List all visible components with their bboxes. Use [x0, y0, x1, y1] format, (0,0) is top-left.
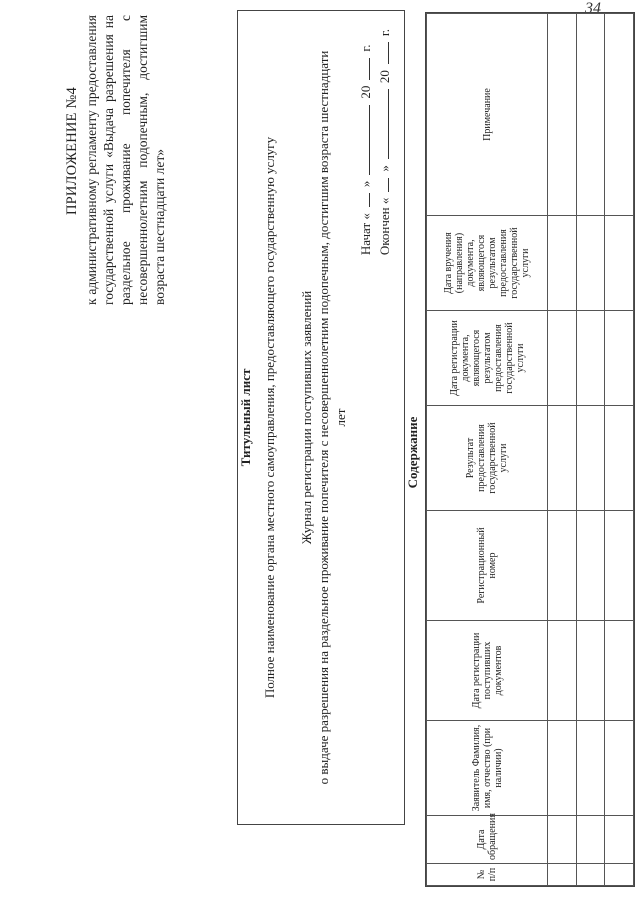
- table-cell: [548, 311, 577, 406]
- started-month-blank: [357, 105, 370, 175]
- table-cell: [576, 406, 605, 511]
- table-cell: [605, 816, 634, 864]
- ended-day-blank: [376, 178, 389, 192]
- journal-line-1: Журнал регистрации поступивших заявлений: [299, 290, 314, 545]
- table-row: [548, 14, 577, 886]
- organization-name: Полное наименование органа местного самоуправления, предоставляющего государственную услугу: [262, 136, 277, 699]
- ended-label: Окончен «: [377, 197, 392, 256]
- table-cell: [548, 14, 577, 216]
- table-cell: [605, 621, 634, 721]
- title-sheet-heading: Титульный лист: [238, 368, 253, 467]
- journal-dates: [356, 29, 394, 255]
- table-cell: [605, 721, 634, 816]
- table-cell: [548, 406, 577, 511]
- started-label: Начат «: [358, 213, 373, 256]
- column-header: Дата обращения: [427, 816, 548, 864]
- table-cell: [605, 864, 634, 886]
- ended-year-suffix: г.: [377, 29, 392, 37]
- table-header-row: [427, 14, 548, 886]
- table-cell: [576, 14, 605, 216]
- table-cell: [605, 216, 634, 311]
- journal-line-2: о выдаче разрешения на раздельное проживание попечителя с несовершеннолетним подопечным, достигшим возраста шестнадцати лет: [316, 50, 348, 785]
- title-sheet-frame: [237, 10, 405, 825]
- table-cell: [548, 721, 577, 816]
- ended-year-blank: [376, 42, 389, 64]
- table-cell: [576, 311, 605, 406]
- table-cell: [576, 511, 605, 621]
- appendix-block: [64, 15, 168, 305]
- started-date-row: [356, 29, 375, 255]
- column-header: Дата регистрации поступивших документов: [427, 621, 548, 721]
- table-row: [605, 14, 634, 886]
- started-year-prefix: 20: [358, 85, 373, 99]
- contents-heading: Содержание: [405, 416, 420, 489]
- table-cell: [576, 816, 605, 864]
- ended-quote-close: »: [377, 165, 392, 172]
- column-header: Результат предоставления государственной услуги: [427, 406, 548, 511]
- ended-date-row: [375, 29, 394, 255]
- column-header: Дата регистрации документа, являющегося результатом предоставления государственной услуги: [427, 311, 548, 406]
- page-number: 34: [585, 0, 601, 17]
- column-header: Дата вручения (направления) документа, являющегося результатом предоставления государственной услуги: [427, 216, 548, 311]
- column-header: Примечание: [427, 14, 548, 216]
- column-header: Заявитель Фамилия, имя, отчество (при наличии): [427, 721, 548, 816]
- column-header: Регистрационный номер: [427, 511, 548, 621]
- table-cell: [605, 511, 634, 621]
- table-cell: [548, 864, 577, 886]
- appendix-text: к административному регламенту предоставления государственной услуги «Выдача разрешения на раздельное проживание попечителя с несовершеннолетним подопечным, достигшим возраста шестнадцати лет»: [84, 15, 167, 305]
- contents-table: [425, 12, 635, 887]
- table-cell: [576, 721, 605, 816]
- table-cell: [576, 216, 605, 311]
- started-day-blank: [357, 193, 370, 207]
- journal-title: [298, 41, 349, 794]
- table-cell: [548, 621, 577, 721]
- started-year-blank: [357, 58, 370, 80]
- appendix-title: ПРИЛОЖЕНИЕ №4: [64, 87, 80, 215]
- table-cell: [605, 311, 634, 406]
- table-cell: [548, 816, 577, 864]
- table-cell: [576, 864, 605, 886]
- ended-month-blank: [376, 89, 389, 159]
- table-row: [576, 14, 605, 886]
- table-cell: [605, 14, 634, 216]
- table-cell: [548, 216, 577, 311]
- started-year-suffix: г.: [358, 44, 373, 52]
- table-cell: [548, 511, 577, 621]
- column-header: № п/п: [427, 864, 548, 886]
- table-cell: [605, 406, 634, 511]
- table-cell: [576, 621, 605, 721]
- started-quote-close: »: [358, 180, 373, 188]
- ended-year-prefix: 20: [377, 70, 392, 84]
